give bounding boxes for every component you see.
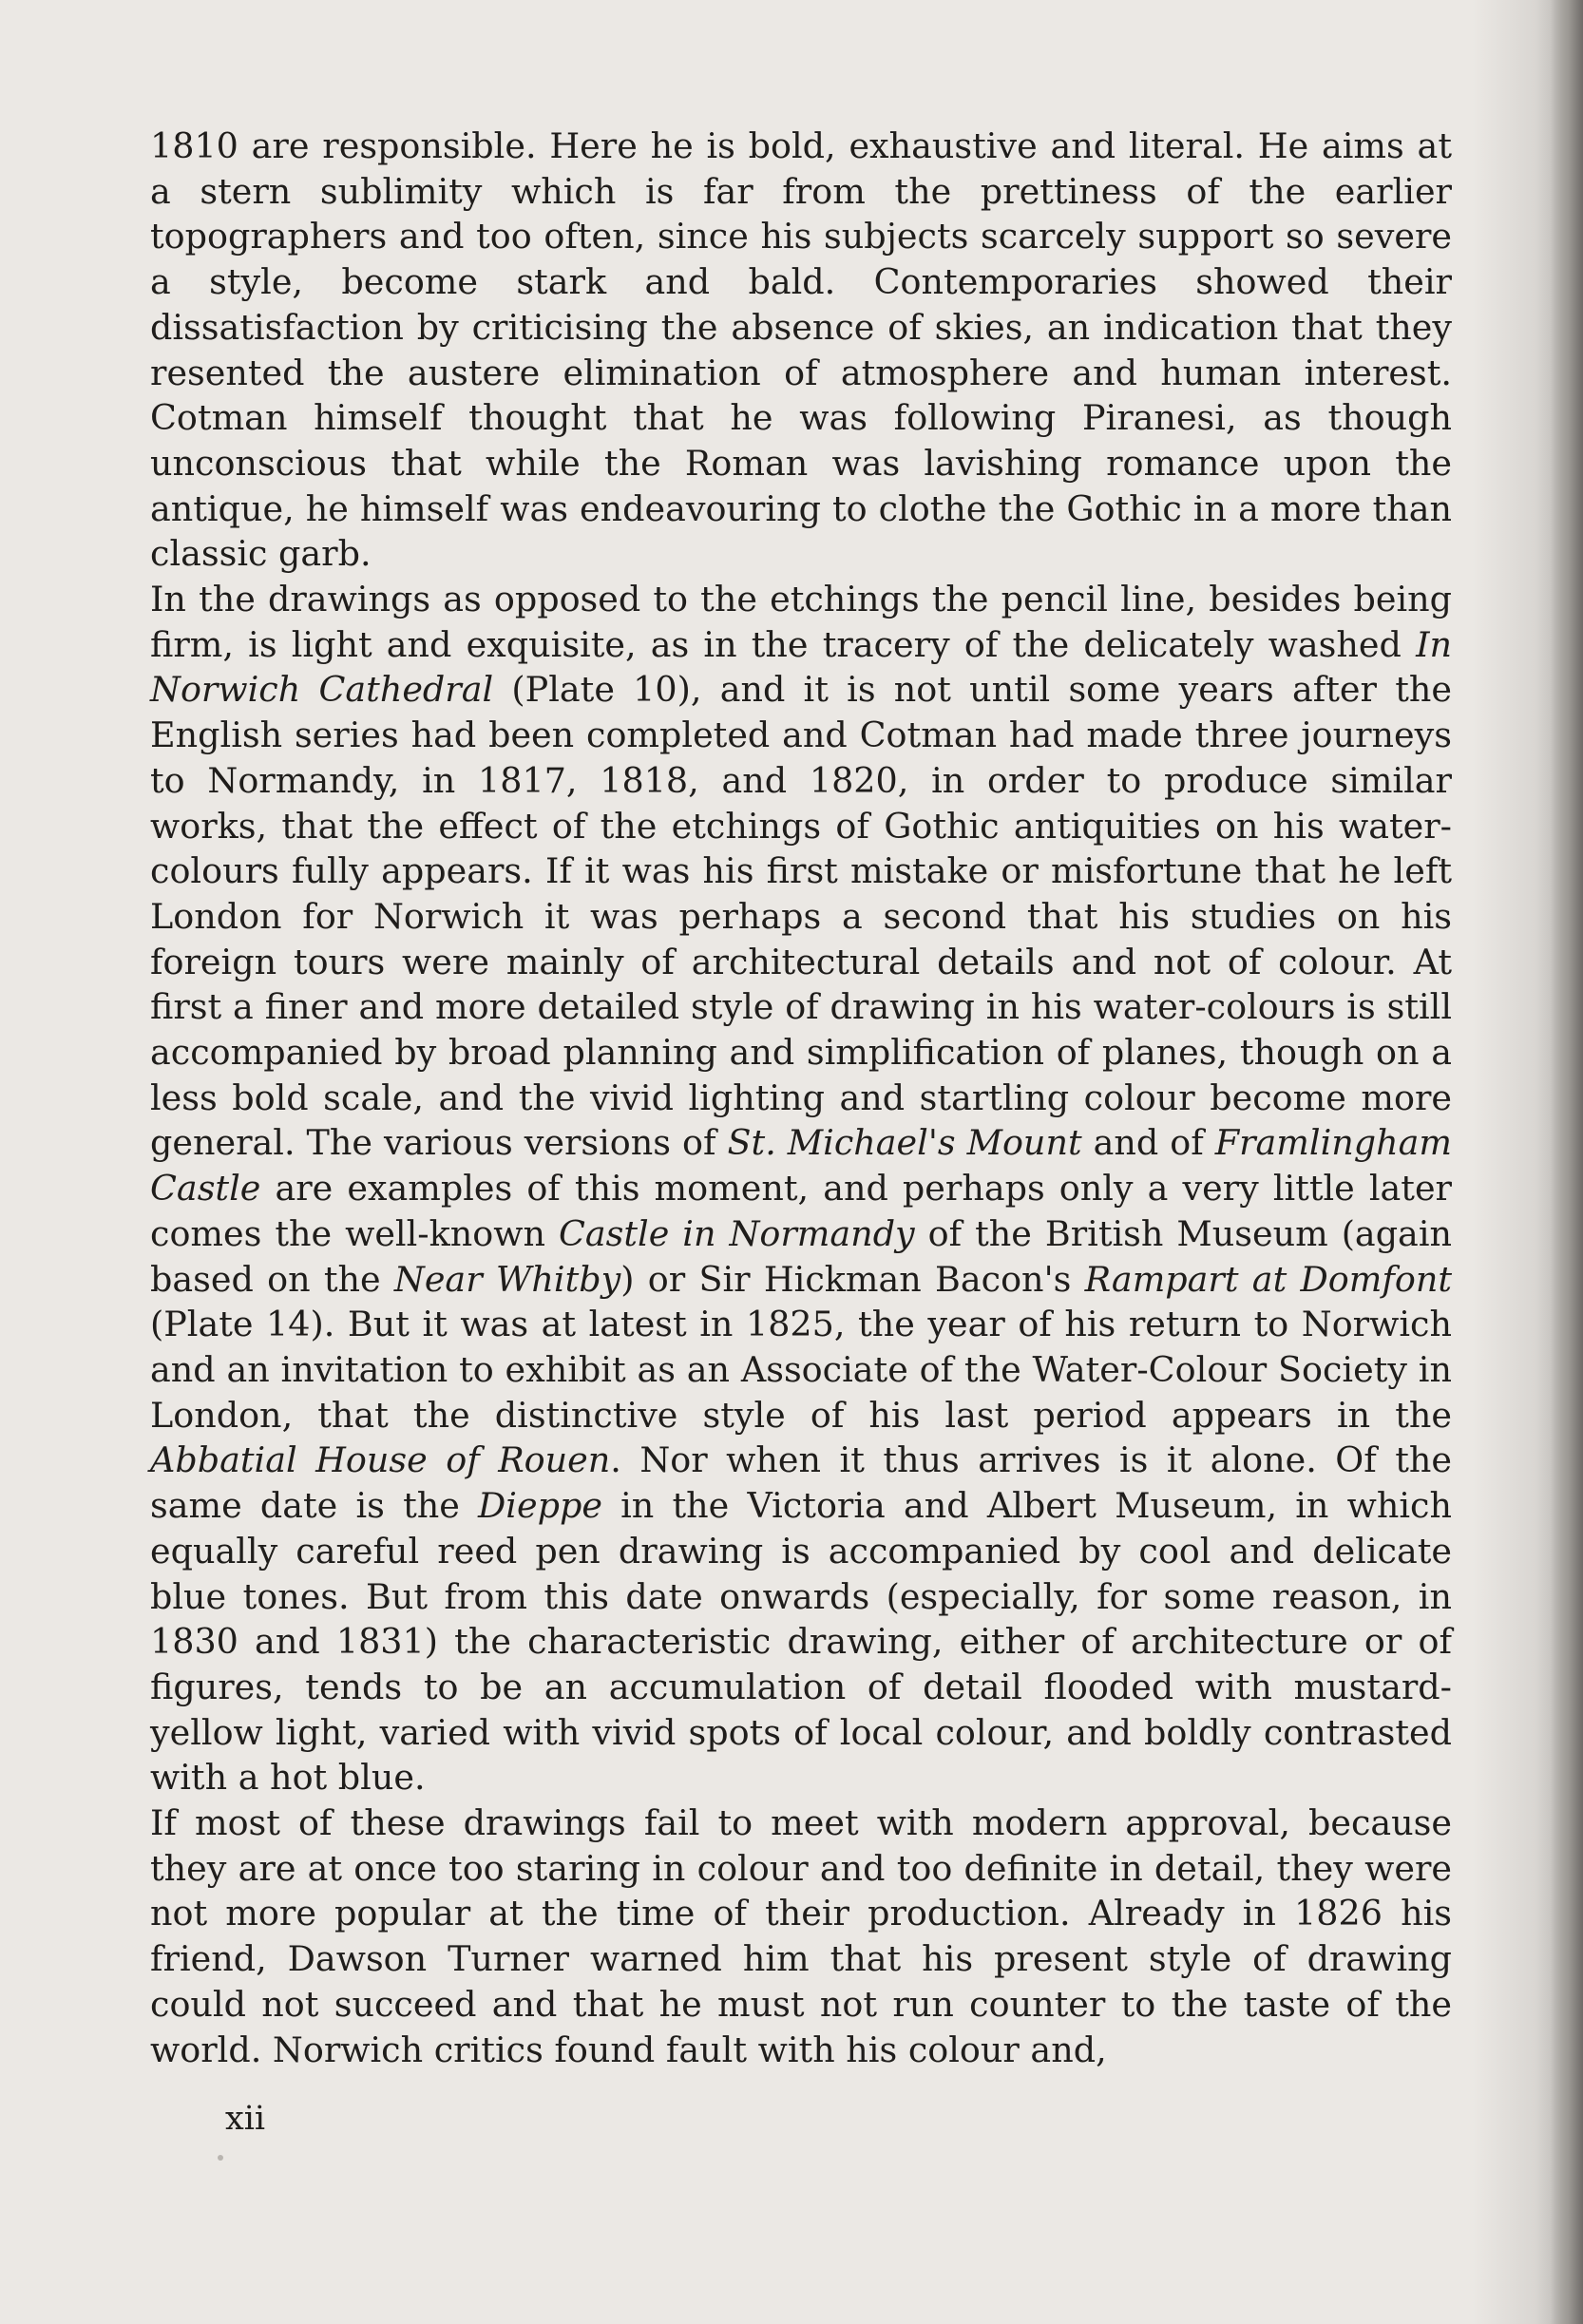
text-run: are examples of this moment, and perhaps only a very little later comes the well-known	[150, 1168, 1452, 1254]
page-number: xii	[225, 2100, 266, 2138]
italic-title: Rampart at Domfont	[1084, 1258, 1453, 1300]
text-run: (Plate 14). But it was at latest in 1825, the year of his return to Norwich and an invitation to exhibit as an Associate of the Water-Colour Society in London, that the distinctive style of his last period appears in the	[150, 1304, 1452, 1436]
text-run: (Plate 10), and it is not until some years after the English series had been completed and Cotman had made three journeys to Normandy, in 1817, 1818, and 1820, in order to produce similar works, that the effect of the etchings of Gothic antiquities on his water-colours fully appears. If it was his first mistake or misfortune that he left London for Norwich it was perhaps a second that his studies on his foreign tours were mainly of architectural details and not of colour. At first a finer and more detailed style of drawing in his water-colours is still accompanied by broad planning and simplification of planes, though on a less bold scale, and the vivid lighting and startling colour become more general. The various versions of	[150, 669, 1452, 1164]
text-run: If most of these drawings fail to meet with modern approval, because they are at once too staring in colour and too definite in detail, they were not more popular at the time of their production. Already in 1826 his friend, Dawson Turner warned him that his present style of drawing could not succeed and that he must not run counter to the taste of the world. Norwich critics found fault with his colour and,	[150, 1802, 1452, 2070]
body-text	[150, 124, 1452, 2072]
italic-title: Dieppe	[478, 1485, 602, 1527]
italic-title: St. Michael's Mount	[727, 1122, 1082, 1164]
text-run: 1810 are responsible. Here he is bold, exhaustive and literal. He aims at a stern sublimity which is far from the prettiness of the earlier topographers and too often, since his subjects scarcely support so severe a style, become stark and bald. Contemporaries showed their dissatisfaction by criticising the absence of skies, an indication that they resented the austere elimination of atmosphere and human interest. Cotman himself thought that he was following Piranesi, as though unconscious that while the Roman was lavishing romance upon the antique, he himself was endeavouring to clothe the Gothic in a more than classic garb.	[150, 125, 1452, 575]
text-run: in the Victoria and Albert Museum, in which equally careful reed pen drawing is accompanied by cool and delicate blue tones. But from this date onwards (especially, for some reason, in 1830 and 1831) the characteristic drawing, either of architecture or of figures, tends to be an accumulation of detail flooded with mustard-yellow light, varied with vivid spots of local colour, and boldly contrasted with a hot blue.	[150, 1485, 1452, 1799]
paragraph	[150, 1800, 1452, 2072]
italic-title: Castle in Normandy	[558, 1212, 915, 1254]
paragraph	[150, 124, 1452, 577]
paper-speck	[218, 2155, 223, 2161]
italic-title: In Norwich Cathedral	[150, 623, 1452, 711]
italic-title: Abbatial House of Rouen	[150, 1439, 611, 1481]
text-run: . Nor when it thus arrives is it alone. Of the same date is the	[150, 1439, 1452, 1527]
paragraph	[150, 577, 1452, 1800]
text-run: In the drawings as opposed to the etchings the pencil line, besides being firm, is light and exquisite, as in the tracery of the delicately washed	[150, 579, 1452, 665]
page-gutter-shadow	[1551, 0, 1583, 2324]
italic-title: Framlingham Castle	[150, 1122, 1452, 1210]
text-run: ) or Sir Hickman Bacon's	[620, 1258, 1085, 1300]
text-run: of the British Museum (again based on the	[150, 1212, 1452, 1300]
italic-title: Near Whitby	[393, 1258, 621, 1300]
text-run: and of	[1081, 1122, 1215, 1164]
